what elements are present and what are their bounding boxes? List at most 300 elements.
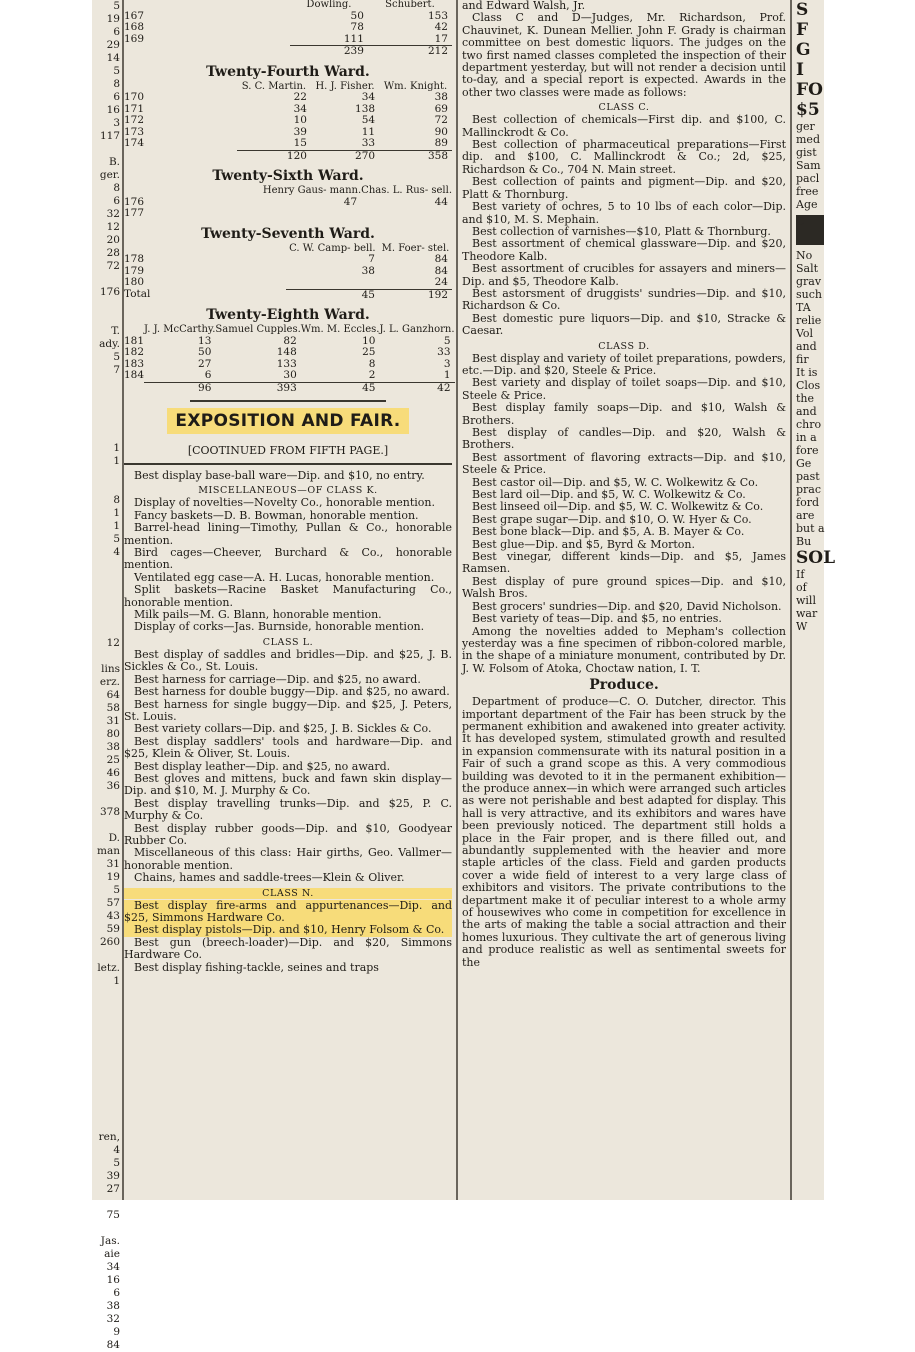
precinct-number: 174 [124, 137, 145, 150]
paragraph: Best gloves and mittens, buck and fawn skin display—Dip. and $10, M. J. Murphy & Co. [124, 771, 452, 798]
stub-number: 378 [99, 806, 120, 818]
precinct-number: 171 [124, 102, 145, 115]
table-row [124, 347, 455, 359]
stub-number [92, 793, 120, 806]
vote-cell: 84 [434, 264, 448, 277]
clipped-text: fir [796, 353, 809, 366]
table-header [124, 0, 452, 11]
vote-cell: 42 [434, 21, 448, 33]
precinct-number: 182 [124, 346, 145, 358]
class-heading: MISCELLANEOUS—OF CLASS K. [198, 485, 378, 497]
stub-number [92, 1079, 120, 1092]
stub-number [92, 468, 120, 481]
paragraph: Best vinegar, different kinds—Dip. and $5, James Ramsen. [462, 550, 786, 576]
table-row [124, 127, 452, 139]
paragraph: Best display and variety of toilet preparations, powders, etc.—Dip. and $20, Steele & Price. [462, 351, 786, 377]
stub-number [92, 1092, 120, 1105]
table-total-row [124, 46, 452, 58]
stub-number [92, 416, 120, 429]
clipped-text: gist [796, 146, 817, 159]
ward-title: Twenty-Seventh Ward. [201, 225, 375, 242]
total-cell: 270 [311, 150, 379, 162]
paragraph: Best linseed oil—Dip. and $5, W. C. Wolkewitz & Co. [472, 500, 764, 514]
precinct-number: 172 [124, 114, 145, 126]
table-row [124, 277, 452, 289]
table-row [124, 266, 452, 278]
clipped-text: prac [796, 483, 822, 496]
stub-number [92, 1014, 120, 1027]
stub-number [92, 273, 120, 286]
paragraph: Milk pails—M. G. Blann, honorable mention. [134, 608, 382, 622]
vote-cell: 34 [293, 102, 307, 115]
vote-cell: 89 [434, 137, 448, 149]
ward-title: Twenty-Sixth Ward. [212, 168, 364, 184]
clipped-text: No [796, 249, 813, 262]
stub-number: B. [108, 156, 120, 168]
stub-number: 27 [106, 1183, 120, 1195]
vote-cell: 133 [276, 357, 297, 370]
clipped-text: relie [796, 314, 822, 327]
stub-number: ren, [98, 1131, 120, 1143]
ward-table-top [124, 0, 452, 58]
paragraph: Best domestic pure liquors—Dip. and $10, Stracke & Caesar. [462, 311, 786, 338]
paragraph: Ventilated egg case—A. H. Lucas, honorable mention. [134, 570, 435, 584]
paragraph: Best assortment of crucibles for assayers and miners—Dip. and $5, Theodore Kalb. [462, 262, 786, 288]
stub-number: 19 [106, 13, 120, 25]
vote-cell: 6 [204, 369, 212, 381]
ward-table-28 [124, 325, 455, 394]
precinct-number: 178 [124, 253, 145, 265]
clipped-text: chro [796, 418, 822, 431]
stub-number: 6 [113, 26, 120, 38]
vote-cell: 3 [443, 357, 451, 370]
paragraph: Best grocers' sundries—Dip. and $20, David Nicholson. [472, 599, 782, 613]
paragraph: Best lard oil—Dip. and $5, W. C. Wolkewitz & Co. [472, 488, 746, 502]
stub-number: 12 [106, 221, 120, 233]
vote-cell: 10 [293, 114, 307, 126]
section-divider [190, 400, 387, 402]
paragraph: Best collection of varnishes—$10, Platt & Thornburg. [472, 224, 771, 238]
paragraph: Best display saddlers' tools and hardware—Dip. and $25, Klein & Oliver, St. Louis. [124, 734, 452, 761]
clipped-text: med [796, 133, 820, 146]
paragraph: Split baskets—Racine Basket Manufacturing Co., honorable mention. [124, 583, 452, 609]
vote-cell: 8 [368, 357, 376, 370]
stub-number: 117 [99, 130, 120, 142]
clipped-text: ger [796, 120, 815, 133]
stub-number: 6 [113, 1287, 120, 1299]
clipped-text: $5 [796, 100, 820, 120]
header-cell: Henry Gaus- mann. [262, 185, 362, 196]
stub-number: 58 [106, 702, 120, 714]
stub-number: 34 [106, 1261, 120, 1273]
stub-number [92, 1027, 120, 1040]
stub-number [92, 429, 120, 442]
precinct-number: 183 [124, 357, 145, 370]
paragraph: Best collection of paints and pigment—Dip. and $20, Platt & Thornburg. [462, 175, 786, 201]
stub-number: 28 [106, 247, 120, 259]
stub-number: D. [108, 832, 120, 844]
clipped-text: Bu [796, 535, 812, 548]
column-rule-middle [456, 0, 458, 1200]
header-cell: Wm. M. Eccles. [300, 324, 380, 335]
total-label: Total [124, 288, 151, 301]
total-cell: 42 [379, 382, 454, 394]
ward-title: Twenty-Fourth Ward. [206, 63, 370, 80]
stub-number: 5 [113, 0, 120, 12]
clipped-text: of [796, 581, 807, 594]
clipped-text: fore [796, 444, 819, 457]
header-cell: M. Foer- stel. [381, 242, 450, 254]
vote-cell [361, 208, 452, 220]
table-row [124, 370, 455, 382]
vote-cell: 27 [198, 357, 212, 370]
paragraph: Bird cages—Cheever, Burchard & Co., honorable mention. [124, 546, 452, 572]
table-row [124, 197, 452, 209]
vote-cell: 138 [355, 102, 376, 115]
header-cell: Schubert. [385, 0, 435, 10]
paragraph: Best display rubber goods—Dip. and $10, Goodyear Rubber Co. [124, 821, 452, 847]
precinct-number: 169 [124, 32, 145, 45]
stub-number: 3 [113, 117, 120, 129]
clipped-text: and [796, 340, 817, 353]
vote-cell: 78 [350, 21, 364, 33]
stub-number: Jas. [100, 1235, 120, 1247]
stub-number: 46 [106, 767, 120, 779]
class-heading: CLASS D. [598, 340, 650, 352]
stub-number [92, 949, 120, 962]
paragraph: Class C and D—Judges, Mr. Richardson, Prof. Chauvinet, K. Dunean Mellier. John F. Grady is chairman committee on best domestic liquors. The judges on the two first named classes completed the inspection of their department yesterday, but will not render a decision until to-day, and a special report is expected. Awards in the other two classes were made as follows: [462, 11, 786, 99]
stub-number: 7 [113, 364, 120, 376]
ward-table-27 [124, 244, 452, 302]
clipped-text: past [796, 470, 820, 483]
stub-number: 31 [106, 715, 120, 727]
paragraph: Best castor oil—Dip. and $5, W. C. Wolkewitz & Co. [472, 475, 759, 489]
stub-number: aie [104, 1248, 120, 1260]
paragraph: Best assortment of chemical glassware—Dip. and $20, Theodore Kalb. [462, 237, 786, 263]
table-header [124, 244, 452, 255]
class-heading: CLASS C. [598, 102, 650, 114]
paragraph: Best astorsment of druggists' sundries—Dip. and $10, Richardson & Co. [462, 286, 786, 313]
clipped-text: SOL [796, 548, 836, 568]
stub-number [92, 403, 120, 416]
paragraph: Best display of candles—Dip. and $20, Walsh & Brothers. [462, 426, 786, 452]
class-heading: CLASS N. [124, 888, 452, 899]
stub-number [92, 143, 120, 156]
stub-number [92, 559, 120, 572]
header-cell: Wm. Knight. [383, 80, 448, 92]
stub-number [92, 1066, 120, 1079]
precinct-number: 176 [124, 195, 145, 208]
stub-number: 38 [106, 741, 120, 753]
paragraph: Best glue—Dip. and $5, Byrd & Morton. [472, 537, 696, 551]
vote-cell [263, 208, 361, 220]
clipped-text: It is [796, 366, 818, 379]
stub-number: 38 [106, 1300, 120, 1312]
clipped-text: pacl [796, 172, 820, 185]
stub-number: 39 [106, 1170, 120, 1182]
continued-note: [COOTINUED FROM FIFTH PAGE.] [187, 444, 389, 457]
header-cell: S. C. Martin. [241, 80, 307, 92]
stub-number: 16 [106, 104, 120, 116]
newspaper-page [92, 0, 836, 1351]
stub-number: 8 [113, 78, 120, 90]
paragraph: Best variety collars—Dip. and $25, J. B. Sickles & Co. [134, 722, 432, 736]
vote-cell: 39 [293, 125, 307, 138]
paragraph: Best assortment of flavoring extracts—Dip. and $10, Steele & Price. [462, 450, 786, 477]
vote-cell: 153 [427, 9, 448, 22]
vote-cell [286, 277, 379, 289]
clipped-text: Age [796, 198, 818, 211]
table-row [124, 92, 452, 104]
vote-cell: 47 [343, 195, 358, 208]
clipped-text: such [796, 288, 822, 301]
stub-number: 1 [113, 507, 120, 519]
stub-number: 29 [106, 39, 120, 51]
paragraph: Best grape sugar—Dip. and $10, O. W. Hyer & Co. [472, 512, 752, 526]
article-body [124, 470, 452, 974]
precinct-number: 179 [124, 264, 145, 277]
stub-number [92, 650, 120, 663]
stub-number: 14 [106, 52, 120, 64]
total-cell: 45 [286, 289, 379, 301]
paragraph: Best variety and display of toilet soaps—Dip. and $10, Steele & Price. [462, 376, 786, 402]
stub-number: 5 [113, 533, 120, 545]
stub-number: 12 [106, 637, 120, 649]
vote-cell: 5 [443, 334, 451, 347]
column-rule-right [790, 0, 792, 1200]
clipped-text: free [796, 185, 819, 198]
stub-number: 16 [106, 1274, 120, 1286]
table-row [124, 22, 452, 34]
stub-number [92, 312, 120, 325]
clipped-text: Salt [796, 262, 819, 275]
stub-number [92, 1105, 120, 1118]
stub-number: lins [101, 663, 120, 675]
stub-number [92, 598, 120, 611]
column-election-returns-and-exposition [124, 0, 455, 1200]
vote-cell: 33 [361, 137, 376, 149]
stub-number [92, 481, 120, 494]
stub-number: 5 [113, 351, 120, 363]
total-cell: 393 [215, 382, 300, 394]
vote-cell: 1 [443, 369, 451, 381]
precinct-number: 167 [124, 9, 145, 22]
vote-cell: 17 [434, 32, 448, 45]
stub-number [92, 572, 120, 585]
vote-cell: 24 [434, 276, 448, 288]
stub-number: letz. [97, 962, 120, 974]
precinct-number: 168 [124, 21, 145, 33]
total-cell: 212 [368, 46, 452, 58]
stub-number: 43 [106, 910, 120, 922]
stub-number: 19 [106, 871, 120, 883]
paragraph: Among the novelties added to Mepham's collection yesterday was a fine specimen of ribbon-colored marble, in the shape of a miniature monument, contributed by Dr. J. W. Folsom of Atoka, Choctaw nation, I. T. [462, 624, 786, 675]
paragraph: Best display fire-arms and appurtenances—Dip. and $25, Simmons Hardware Co. [124, 898, 452, 924]
stub-number: 6 [113, 195, 120, 207]
paragraph: Fancy baskets—D. B. Bowman, honorable mention. [134, 508, 419, 522]
paragraph: Best display family soaps—Dip. and $10, Walsh & Brothers. [462, 401, 786, 427]
vote-cell: 84 [434, 253, 448, 265]
header-cell: J. L. Ganzhorn. [379, 324, 455, 335]
vote-cell: 50 [198, 346, 212, 358]
table-row [124, 115, 452, 127]
vote-cell: 50 [350, 9, 364, 22]
clipped-text: W [796, 620, 808, 633]
stub-number [92, 585, 120, 598]
right-margin-clipped-column [796, 0, 836, 1200]
stub-number [92, 1118, 120, 1131]
section-divider [124, 463, 452, 465]
header-cell: Chas. L. Rus- sell. [361, 185, 452, 196]
total-cell: 358 [379, 150, 452, 162]
vote-cell: 10 [362, 334, 376, 347]
header-cell: Samuel Cupples. [215, 324, 301, 335]
stub-number: 5 [113, 884, 120, 896]
stub-number: 4 [113, 546, 120, 558]
table-row [124, 208, 452, 220]
stub-number: man [97, 845, 120, 857]
vote-cell: 22 [293, 91, 307, 103]
vote-cell: 30 [283, 369, 297, 381]
column-exposition-awards [462, 0, 786, 1200]
header-cell: H. J. Fisher. [315, 80, 375, 92]
stub-number: 8 [113, 494, 120, 506]
stub-number: 84 [106, 1339, 120, 1351]
stub-number [92, 624, 120, 637]
table-header [124, 325, 455, 336]
clipped-text: FO [796, 80, 823, 100]
clipped-text: Vol [796, 327, 814, 340]
paragraph: Best collection of pharmaceutical preparations—First dip. and $100, C. Mallinckrodt & Co.; 2d, $25, Richardson & Co., 704 N. Main street. [462, 138, 786, 176]
clipped-text: the [796, 392, 815, 405]
precinct-number: 181 [124, 334, 145, 347]
vote-cell: 148 [276, 346, 297, 358]
article-title: EXPOSITION AND FAIR. [167, 408, 408, 434]
clipped-text: I [796, 60, 804, 80]
paragraph: Best harness for single buggy—Dip. and $25, J. Peters, St. Louis. [124, 697, 452, 723]
clipped-text: grav [796, 275, 822, 288]
clipped-text: S [796, 0, 809, 20]
precinct-number: 184 [124, 369, 145, 382]
total-cell: 192 [379, 289, 452, 301]
stub-number [92, 377, 120, 390]
clipped-text: TA [796, 301, 811, 314]
paragraph: Best harness for carriage—Dip. and $25, no award. [134, 672, 421, 686]
stub-number: 32 [106, 1313, 120, 1325]
paragraph: Best variety of ochres, 5 to 10 lbs of each color—Dip. and $10, M. S. Mephain. [462, 200, 786, 226]
table-header [124, 186, 452, 197]
clipped-text: are [796, 509, 815, 522]
stub-number: 1 [113, 520, 120, 532]
stub-number [92, 1196, 120, 1209]
stub-number: 20 [106, 234, 120, 246]
header-cell: Dowling. [306, 0, 352, 10]
total-cell: 239 [290, 46, 368, 58]
clipped-text: Ge [796, 457, 812, 470]
ward-table-24 [124, 82, 452, 163]
stub-number [92, 390, 120, 403]
paragraph: Chains, hames and saddle-trees—Klein & Oliver. [134, 871, 405, 885]
stub-number [92, 1040, 120, 1053]
stub-number: 1 [113, 455, 120, 467]
stub-number: 176 [99, 286, 120, 298]
paragraph: Best display leather—Dip. and $25, no award. [134, 759, 391, 773]
vote-cell: 111 [343, 32, 364, 45]
stub-number: 64 [106, 689, 120, 701]
stub-number: 32 [106, 208, 120, 220]
paragraph: Display of corks—Jas. Burnside, honorable mention. [134, 620, 425, 634]
vote-cell: 72 [434, 114, 448, 126]
left-margin-stub-column [92, 0, 120, 1351]
total-cell: 96 [144, 382, 215, 394]
stub-number: ady. [99, 338, 120, 350]
paragraph: and Edward Walsh, Jr. [462, 0, 586, 12]
clipped-text: and [796, 405, 817, 418]
clipped-text: F [796, 20, 809, 40]
clipped-text: but a [796, 522, 825, 535]
vote-cell: 11 [361, 125, 376, 138]
clipped-text: ford [796, 496, 819, 509]
paragraph: Best gun (breech-loader)—Dip. and $20, Simmons Hardware Co. [124, 935, 452, 962]
vote-cell: 15 [293, 137, 307, 149]
class-heading: CLASS L. [262, 636, 314, 648]
total-cell: 120 [237, 150, 311, 162]
vote-cell: 2 [368, 369, 376, 381]
stub-number: 36 [106, 780, 120, 792]
vote-cell: 90 [434, 125, 448, 138]
stub-number [92, 299, 120, 312]
stub-number: 5 [113, 1157, 120, 1169]
stub-number: 4 [113, 1144, 120, 1156]
clipped-text: will [796, 594, 816, 607]
paragraph: Best display base-ball ware—Dip. and $10, no entry. [134, 469, 425, 482]
stub-number [92, 1053, 120, 1066]
vote-cell: 34 [361, 91, 376, 103]
vote-cell: 54 [361, 114, 376, 126]
table-row [124, 104, 452, 116]
table-row [124, 11, 452, 23]
clipped-text: G [796, 40, 811, 60]
stub-number: 6 [113, 91, 120, 103]
vote-cell: 33 [437, 346, 451, 358]
vote-cell: 69 [434, 102, 448, 115]
paragraph: Best display of saddles and bridles—Dip. and $25, J. B. Sickles & Co., St. Louis. [124, 647, 452, 674]
section-title: Produce. [589, 677, 659, 694]
clipped-text: If [796, 568, 805, 581]
table-header [124, 82, 452, 93]
paragraph: Best variety of teas—Dip. and $5, no entries. [472, 612, 722, 626]
precinct-number: 173 [124, 125, 145, 138]
stub-number: 5 [113, 65, 120, 77]
precinct-number: 177 [124, 207, 145, 219]
stub-number: ger. [99, 169, 120, 181]
header-cell: J. J. McCarthy. [144, 324, 216, 335]
stub-number: 80 [106, 728, 120, 740]
stub-number: 25 [106, 754, 120, 766]
stub-number [92, 1222, 120, 1235]
paragraph: Best harness for double buggy—Dip. and $25, no award. [134, 685, 450, 699]
ward-table-26 [124, 186, 452, 220]
paragraph: Best display of pure ground spices—Dip. and $10, Walsh Bros. [462, 574, 786, 601]
paragraph: Best collection of chemicals—First dip. and $100, C. Mallinckrodt & Co. [462, 113, 786, 139]
paragraph: Department of produce—C. O. Dutcher, director. This important department of the Fair has been struck by the permanent exhibition and awakened into greater activity. It has developed system, stimulated growth and resulted in expansion commensurate with its natural position in a Fair of such a grand scope as this. A very commodious building was devoted to it in the permanent exhibition—the produce annex—in which were arranged such articles as were not perishable and best adapted for display. This hall is very attractive, and its exhibitors and wares have been previously noticed. The department still holds a place in the Fair proper, and is there filled out, and abundantly supplemented with the heavier and more staple articles of the class. Field and garden products cover a wide field of interest to a very large class of exhibitors and visitors. The private contributions to the department make it of peculiar interest to a whole army of housewives who come in competition for excellence in the arts of making the table a social attraction and their homes luxurious. They cultivate the art of generous living and produce realistic as well as sentimental sweets for the [462, 695, 786, 969]
total-cell: 45 [301, 382, 380, 394]
article-title-wrap [124, 408, 452, 434]
clipped-text: war [796, 607, 818, 620]
dark-block: C [796, 215, 824, 245]
precinct-number: 170 [124, 91, 145, 103]
stub-number: 75 [106, 1209, 120, 1221]
